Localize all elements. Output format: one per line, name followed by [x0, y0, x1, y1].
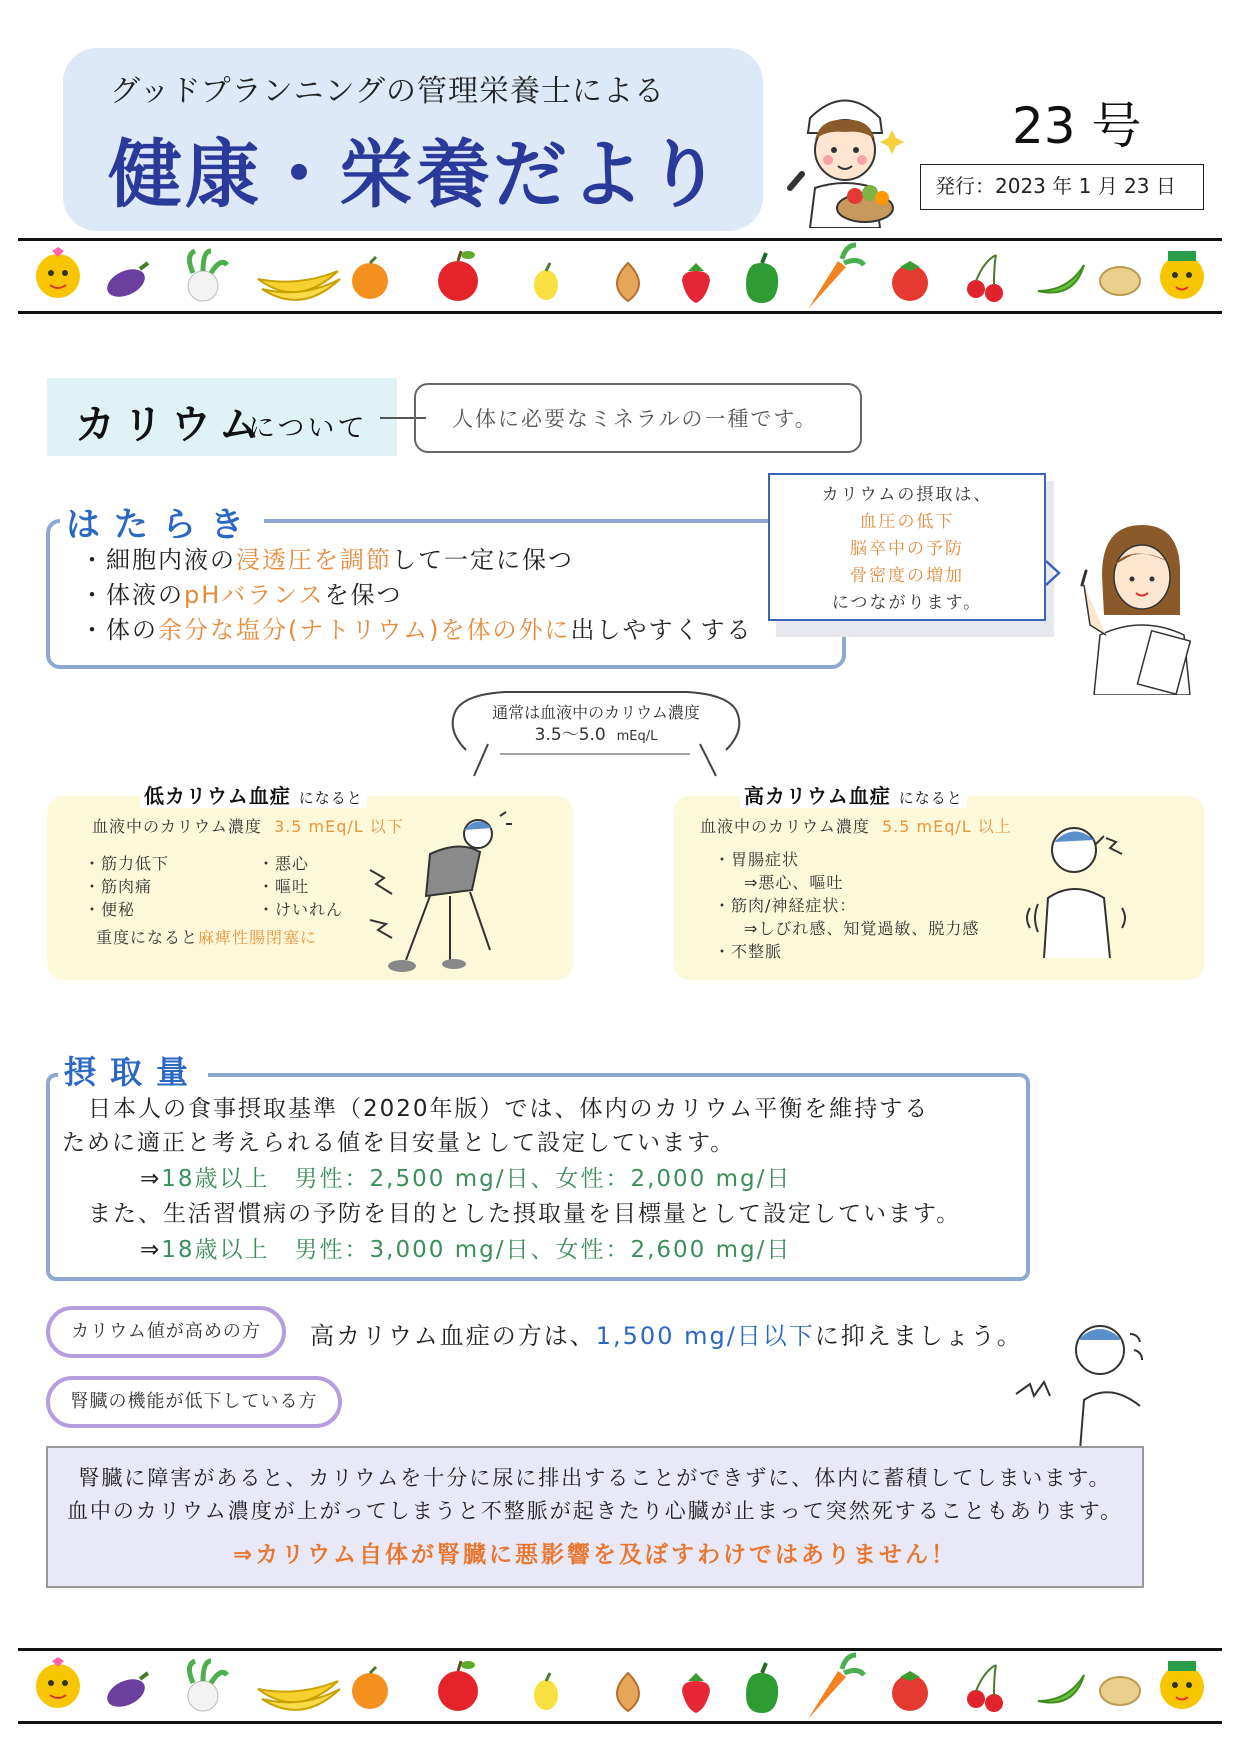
high-concentration: 血液中のカリウム濃度 5.5 mEq/L 以上: [700, 817, 1012, 836]
pea-pod-icon: [1038, 265, 1084, 293]
strawberry-icon: [682, 1673, 710, 1713]
turnip-icon: [188, 251, 227, 301]
eggplant-icon: [103, 1673, 149, 1712]
cherry-icon: [967, 255, 1003, 302]
intake-line-2: ために適正と考えられる値を目安量として設定しています。: [62, 1130, 736, 1156]
potato-icon: [1100, 267, 1140, 295]
kidney-pill: 腎臓の機能が低下している方: [46, 1376, 342, 1428]
high-potassium-pill: カリウム値が高めの方: [46, 1306, 286, 1358]
apple-icon: [438, 1661, 478, 1711]
normal-range-label: 通常は血液中のカリウム濃度: [492, 703, 700, 722]
orange-icon: [352, 1667, 388, 1709]
tomato-icon: [892, 1671, 928, 1711]
banana-icon: [258, 271, 340, 300]
effect-item: 脳卒中の予防: [850, 539, 964, 559]
pea-pod-icon: [1038, 1675, 1084, 1703]
fruit-border-top: [18, 238, 1222, 314]
intake-target-1: ⇒18歳以上 男性：2,500 mg/日、女性：2,000 mg/日: [140, 1166, 792, 1192]
eggplant-icon: [103, 263, 149, 302]
intake-line-1: 日本人の食事摂取基準（2020年版）では、体内のカリウム平衡を維持する: [88, 1096, 930, 1122]
onion-icon: [617, 1673, 639, 1711]
normal-range-value: 3.5～5.0 mEq/L: [534, 725, 658, 745]
kidney-emphasis: ⇒カリウム自体が腎臓に悪影響を及ぼすわけではありません！: [232, 1542, 958, 1568]
carrot-icon: [808, 245, 864, 309]
tomato-icon: [892, 261, 928, 301]
low-symptom: ・嘔吐: [258, 877, 310, 896]
turnip-icon: [188, 1661, 227, 1711]
low-potassium-heading: 低カリウム血症 になると: [140, 780, 367, 809]
worried-man-icon: [1010, 1310, 1170, 1450]
normal-range-lines: [470, 740, 730, 780]
high-symptom: ・胃腸症状: [714, 850, 800, 869]
kidney-line-1: 腎臓に障害があると、カリウムを十分に尿に排出することができずに、体内に蓄積してしまいます。: [78, 1466, 1112, 1490]
banana-icon: [258, 1681, 340, 1710]
green-pepper-icon: [746, 1663, 778, 1713]
high-symptom: ⇒しびれ感、知覚過敏、脱力感: [744, 919, 980, 938]
issue-date: 発行：2023 年 1 月 23 日: [920, 164, 1204, 210]
high-potassium-note: 高カリウム血症の方は、1,500 mg/日以下に抑えましょう。: [310, 1322, 1023, 1350]
mascot-nurse-icon: [1160, 251, 1204, 299]
function-line-3: ・体の余分な塩分(ナトリウム)を体の外に出しやすくする: [80, 616, 753, 644]
headache-man-icon: [1024, 808, 1144, 958]
chef-illustration-icon: [770, 78, 920, 228]
mascot-girl-icon: [36, 247, 80, 298]
issue-number: 23 号: [1012, 97, 1142, 155]
weak-man-icon: [360, 810, 530, 980]
function-line-2: ・体液のpHバランスを保つ: [80, 581, 403, 609]
low-symptom: ・便秘: [84, 900, 136, 919]
high-symptom: ・不整脈: [714, 942, 783, 961]
header-subtitle: グッドプランニングの管理栄養士による: [110, 74, 665, 109]
orange-icon: [352, 257, 388, 299]
apple-icon: [438, 251, 478, 301]
lemon-icon: [534, 1673, 558, 1710]
onion-icon: [617, 263, 639, 301]
kidney-line-2: 血中のカリウム濃度が上がってしまうと不整脈が起きたり心臓が止まって突然死することもあります。: [66, 1499, 1124, 1523]
potassium-title: カリウム: [75, 402, 267, 448]
intake-target-2: ⇒18歳以上 男性：3,000 mg/日、女性：2,600 mg/日: [140, 1237, 792, 1263]
effect-item: 骨密度の増加: [850, 566, 964, 586]
low-symptom: ・けいれん: [258, 900, 344, 919]
chevron-right-icon: [1043, 558, 1063, 588]
function-line-1: ・細胞内液の浸透圧を調節して一定に保つ: [80, 546, 574, 574]
effects-outro: につながります。: [831, 593, 983, 613]
effects-intro: カリウムの摂取は、: [821, 485, 993, 505]
intake-label: 摂取量: [58, 1047, 208, 1093]
strawberry-icon: [682, 263, 710, 303]
dietitian-woman-icon: [1072, 515, 1202, 695]
green-pepper-icon: [746, 253, 778, 303]
fruit-border-bottom: [18, 1648, 1222, 1724]
potassium-note: 人体に必要なミネラルの一種です。: [452, 407, 818, 431]
page-title: 健康・栄養だより: [108, 132, 724, 218]
potassium-title-suffix: について: [248, 413, 368, 444]
functions-label: はたらき: [60, 497, 264, 546]
intake-line-3: また、生活習慣病の予防を目的とした摂取量を目標量として設定しています。: [88, 1201, 962, 1227]
mascot-nurse-icon: [1160, 1661, 1204, 1709]
mascot-girl-icon: [36, 1657, 80, 1708]
low-symptom: ・筋力低下: [84, 854, 170, 873]
effect-item: 血圧の低下: [859, 512, 955, 532]
low-symptom: ・悪心: [258, 854, 310, 873]
carrot-icon: [808, 1655, 864, 1719]
lemon-icon: [534, 263, 558, 300]
high-potassium-heading: 高カリウム血症 になると: [740, 780, 967, 809]
cherry-icon: [967, 1665, 1003, 1712]
high-symptom: ⇒悪心、嘔吐: [744, 873, 844, 892]
low-severe: 重度になると麻痺性腸閉塞に: [96, 928, 318, 947]
high-symptom: ・筋肉/神経症状：: [714, 896, 857, 915]
low-symptom: ・筋肉痛: [84, 877, 153, 896]
potato-icon: [1100, 1677, 1140, 1705]
low-concentration: 血液中のカリウム濃度 3.5 mEq/L 以下: [92, 817, 404, 836]
